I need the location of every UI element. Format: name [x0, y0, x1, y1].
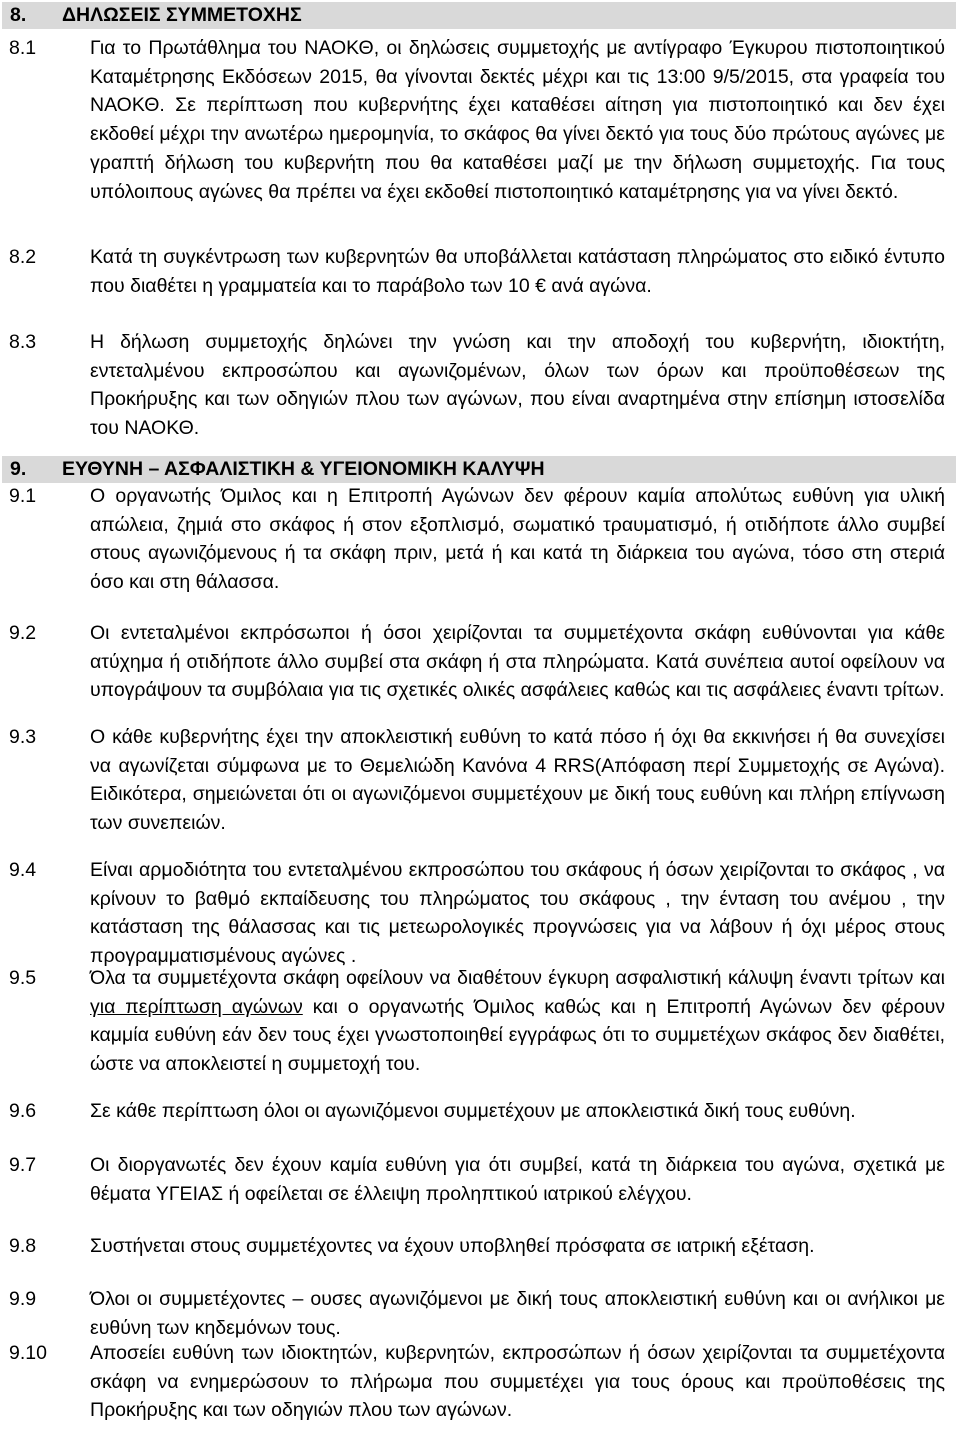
paragraph-text: Ο κάθε κυβερνήτης έχει την αποκλειστική ευθύνη το κατά πόσο ή όχι θα εκκινήσει ή θα συνεχίσει να αγωνίζεται σύμφωνα με το Θεμελιώδη Κανόνα 4 RRS(Απόφαση περί Συμμετοχής σε Αγώνα). Ειδικότερα, σημειώνεται ότι οι αγωνιζόμενοι συμμετέχουν με δική τους ευθύνη και πλήρη επίγνωση των συνεπειών.: [90, 726, 945, 835]
underlined-text: για περίπτωση αγώνων: [90, 995, 303, 1018]
paragraph-text: Όλοι οι συμμετέχοντες – ουσες αγωνιζόμενοι με δική τους αποκλειστική ευθύνη και οι ανήλικοι με ευθύνη των κηδεμόνων τους.: [90, 1288, 945, 1339]
paragraph-text: Για το Πρωτάθλημα του ΝΑΟΚΘ, οι δηλώσεις συμμετοχής με αντίγραφο Έγκυρου πιστοποιητικού Καταμέτρησης Εκδόσεων 2015, θα γίνονται δεκτές μέχρι και τις 13:00 9/5/2015, στα γραφεία του ΝΑΟΚΘ. Σε περίπτωση που κυβερνήτης έχει καταθέσει αίτηση για πιστοποιητικό και δεν έχει εκδοθεί μέχρι την ανωτέρω ημερομηνία, το σκάφος θα γίνει δεκτό για τους δύο πρώτους αγώνες με γραπτή δήλωση του κυβερνήτη που θα καταθέσει μαζί με την δήλωση συμμετοχής. Για τους υπόλοιπους αγώνες θα πρέπει να έχει εκδοθεί πιστοποιητικό καταμέτρησης για να γίνει δεκτό.: [90, 37, 945, 203]
paragraph-text: Σε κάθε περίπτωση όλοι οι αγωνιζόμενοι συμμετέχουν με αποκλειστικά δική τους ευθύνη.: [90, 1100, 856, 1122]
paragraph-text: Κατά τη συγκέντρωση των κυβερνητών θα υποβάλλεται κατάσταση πληρώματος στο ειδικό έντυπο που διαθέτει η γραμματεία και το παράβολο των 10 € ανά αγώνα.: [90, 246, 945, 297]
paragraph-text: Αποσείει ευθύνη των ιδιοκτητών, κυβερνητών, εκπροσώπων ή όσων χειρίζονται τα συμμετέχοντα σκάφη να ενημερώσουν το πλήρωμα που συμμετέχει για τους όρους και προϋποθέσεις της Προκήρυξης και των οδηγιών πλου των αγώνων.: [90, 1342, 945, 1422]
paragraph-text: Οι εντεταλμένοι εκπρόσωποι ή όσοι χειρίζονται τα συμμετέχοντα σκάφη ευθύνονται για κάθε ατύχημα ή οτιδήποτε άλλο συμβεί στα σκάφη ή στα πληρώματα. Κατά συνέπεια αυτοί οφείλουν να υπογράψουν τα συμβόλαια για τις σχετικές ολικές ασφάλειες καθώς και τις ασφάλειες έναντι τρίτων.: [90, 622, 945, 702]
section-number: 8.: [10, 4, 27, 26]
paragraph-number: 9.5: [9, 967, 37, 989]
paragraph-number: 8.2: [9, 246, 37, 268]
paragraph-number: 9.7: [9, 1154, 37, 1176]
paragraph-text: Οι διοργανωτές δεν έχουν καμία ευθύνη για ότι συμβεί, κατά τη διάρκεια του αγώνα, σχετικά με θέματα ΥΓΕΙΑΣ ή οφείλεται σε έλλειψη προληπτικού ιατρικού ελέγχου.: [90, 1154, 945, 1205]
section-9-heading: [2, 456, 956, 483]
section-8-heading: [2, 2, 956, 29]
paragraph-number: 9.3: [9, 726, 37, 748]
paragraph-text: Ο οργανωτής Όμιλος και η Επιτροπή Αγώνων δεν φέρουν καμία απολύτως ευθύνη για υλική απώλεια, ζημιά στο σκάφος ή στον εξοπλισμό, σωματικό τραυματισμό, ή οτιδήποτε άλλο συμβεί στους αγωνιζόμενους ή τα σκάφη πριν, μετά ή και κατά τη διάρκεια του αγώνα, τόσο στη στεριά όσο και στη θάλασσα.: [90, 485, 945, 594]
paragraph-number: 9.8: [9, 1235, 37, 1257]
section-number: 9.: [10, 458, 27, 480]
paragraph-number: 9.10: [9, 1342, 47, 1364]
paragraph-text: Η δήλωση συμμετοχής δηλώνει την γνώση και την αποδοχή του κυβερνήτη, ιδιοκτήτη, εντεταλμένου εκπροσώπου και αγωνιζομένων, όλων των όρων και προϋποθέσεων της Προκήρυξης και των οδηγιών πλου των αγώνων, που είναι αναρτημένα στην επίσημη ιστοσελίδα του ΝΑΟΚΘ.: [90, 331, 945, 440]
text-run: Όλα τα συμμετέχοντα σκάφη οφείλουν να διαθέτουν έγκυρη ασφαλιστική κάλυψη έναντι τρίτων και: [90, 967, 945, 989]
paragraph-number: 9.6: [9, 1100, 37, 1122]
paragraph-number: 9.2: [9, 622, 37, 644]
paragraph-number: 9.1: [9, 485, 37, 507]
text-run: και ο οργανωτής Όμιλος καθώς και η Επιτροπή Αγώνων δεν φέρουν καμμία ευθύνη εάν δεν τους έχει γνωστοποιηθεί εγγράφως ότι το συμμετέχων σκάφος δεν διαθέτει, ώστε να αποκλειστεί η συμμετοχή του.: [90, 995, 945, 1076]
paragraph-number: 9.4: [9, 859, 37, 881]
paragraph-text: Συστήνεται στους συμμετέχοντες να έχουν υποβληθεί πρόσφατα σε ιατρική εξέταση.: [90, 1235, 815, 1257]
section-title: ΔΗΛΩΣΕΙΣ ΣΥΜΜΕΤΟΧΗΣ: [62, 4, 302, 26]
paragraph-number: 9.9: [9, 1288, 37, 1310]
paragraph-text: [90, 964, 945, 1079]
paragraph-number: 8.1: [9, 37, 37, 59]
paragraph-text: Είναι αρμοδιότητα του εντεταλμένου εκπροσώπου του σκάφους ή όσων χειρίζονται το σκάφος , να κρίνουν το βαθμό εκπαίδευσης του πληρώματος του σκάφους , την ένταση του ανέμου , την κατάσταση της θάλασσας και τις μετεωρολογικές προγνώσεις για να λάβουν ή όχι μέρος στους προγραμματισμένους αγώνες .: [90, 859, 945, 968]
section-title: ΕΥΘΥΝΗ – ΑΣΦΑΛΙΣΤΙΚΗ & ΥΓΕΙΟΝΟΜΙΚΗ ΚΑΛΥΨΗ: [62, 458, 545, 480]
paragraph-number: 8.3: [9, 331, 37, 353]
